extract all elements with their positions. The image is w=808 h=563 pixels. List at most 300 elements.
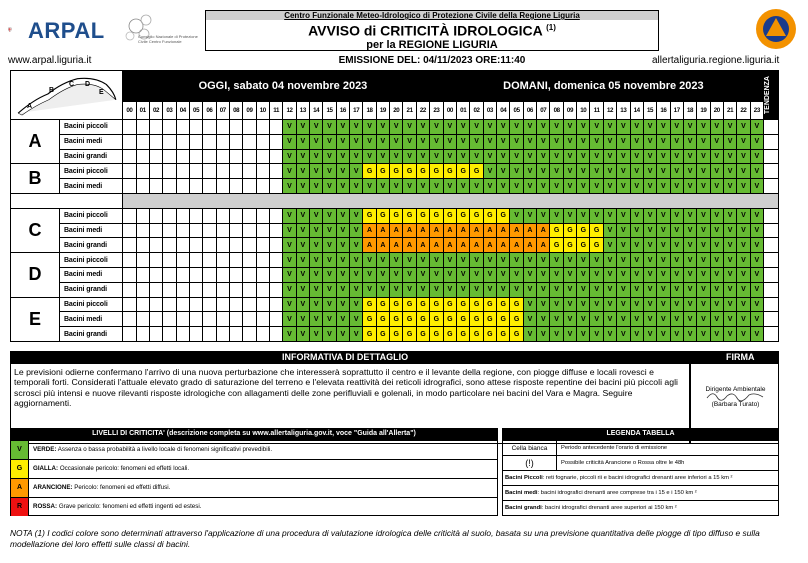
criticality-cell: V [697, 134, 710, 149]
criticality-cell: V [750, 282, 763, 297]
basin-label: Bacini piccoli [59, 208, 122, 223]
criticality-cell [189, 179, 202, 194]
criticality-cell [123, 327, 136, 342]
criticality-cell: V [617, 179, 630, 194]
table-row [11, 134, 779, 149]
criticality-cell: V [577, 208, 590, 223]
criticality-cell [216, 312, 229, 327]
criticality-cell: V [483, 253, 496, 268]
level-swatch: R [11, 498, 29, 516]
criticality-cell: V [537, 149, 550, 164]
criticality-cell: V [550, 134, 563, 149]
criticality-cell: V [590, 149, 603, 164]
zone-label: A [11, 120, 60, 164]
basin-label: Bacini medi [59, 267, 122, 282]
info-header [10, 351, 779, 364]
criticality-cell: G [390, 327, 403, 342]
map-zone-E: E [99, 89, 104, 96]
criticality-cell: V [710, 327, 723, 342]
table-row [11, 327, 779, 342]
criticality-cell: V [310, 267, 323, 282]
criticality-cell: V [323, 267, 336, 282]
hour-header: 15 [643, 102, 656, 120]
criticality-cell: V [617, 164, 630, 179]
criticality-cell: V [457, 120, 470, 135]
criticality-cell: V [710, 179, 723, 194]
criticality-cell [163, 208, 176, 223]
criticality-cell: V [697, 223, 710, 238]
criticality-cell [269, 238, 282, 253]
trend-header [764, 71, 779, 120]
criticality-cell: V [537, 164, 550, 179]
criticality-cell [256, 179, 269, 194]
criticality-cell: G [416, 164, 429, 179]
criticality-cell: V [523, 282, 536, 297]
hour-header: 20 [710, 102, 723, 120]
criticality-cell [176, 282, 189, 297]
criticality-cell: V [737, 223, 750, 238]
level-desc: Pericolo: fenomeni ed effetti diffusi. [74, 484, 171, 491]
criticality-cell: G [390, 164, 403, 179]
criticality-cell: V [470, 149, 483, 164]
title-box [205, 10, 659, 51]
day-tomorrow-header: DOMANI, domenica 05 novembre 2023 [443, 71, 763, 102]
criticality-cell: V [310, 134, 323, 149]
criticality-cell [123, 282, 136, 297]
criticality-cell: A [523, 223, 536, 238]
criticality-cell: V [376, 267, 389, 282]
criticality-cell: V [737, 179, 750, 194]
criticality-cell: V [416, 179, 429, 194]
criticality-cell: V [296, 164, 309, 179]
hour-header: 22 [416, 102, 429, 120]
criticality-cell: V [697, 238, 710, 253]
criticality-cell: A [403, 238, 416, 253]
criticality-cell: V [630, 120, 643, 135]
criticality-cell: V [390, 267, 403, 282]
criticality-cell: G [457, 208, 470, 223]
criticality-cell: V [283, 282, 296, 297]
criticality-cell: G [470, 208, 483, 223]
criticality-cell: V [323, 179, 336, 194]
criticality-cell: A [376, 238, 389, 253]
criticality-cell: V [470, 134, 483, 149]
criticality-cell: V [510, 134, 523, 149]
criticality-cell: V [657, 297, 670, 312]
criticality-cell: V [563, 267, 576, 282]
criticality-cell: V [350, 208, 363, 223]
criticality-cell: V [523, 179, 536, 194]
allerta-website-link[interactable]: allertaliguria.regione.liguria.it [652, 55, 780, 66]
criticality-cell: V [350, 223, 363, 238]
criticality-cell: G [403, 164, 416, 179]
criticality-cell [243, 120, 256, 135]
criticality-cell: V [416, 282, 429, 297]
hour-header: 20 [390, 102, 403, 120]
criticality-cell: V [737, 238, 750, 253]
criticality-cell: G [577, 238, 590, 253]
arpal-website-link[interactable]: www.arpal.liguria.it [8, 55, 92, 66]
criticality-cell: V [497, 120, 510, 135]
criticality-cell: V [283, 134, 296, 149]
signer-role: Dirigente Ambientale [705, 386, 766, 393]
criticality-cell: V [577, 267, 590, 282]
criticality-cell: V [630, 179, 643, 194]
criticality-cell: A [430, 238, 444, 253]
civil-protection-logo-icon [755, 8, 797, 50]
criticality-cell: G [376, 327, 389, 342]
criticality-cell: V [657, 327, 670, 342]
criticality-cell: V [523, 297, 536, 312]
criticality-cell: V [683, 208, 696, 223]
criticality-cell: V [697, 253, 710, 268]
criticality-cell: V [363, 120, 376, 135]
criticality-cell: A [390, 238, 403, 253]
criticality-cell: V [296, 134, 309, 149]
criticality-cell: V [336, 238, 349, 253]
criticality-cell: V [283, 327, 296, 342]
criticality-cell: V [683, 297, 696, 312]
hour-header: 14 [310, 102, 323, 120]
criticality-cell: V [723, 327, 736, 342]
page-title [206, 20, 658, 39]
criticality-cell: V [710, 267, 723, 282]
criticality-cell: V [710, 208, 723, 223]
zone-label: B [11, 164, 60, 194]
criticality-cell: V [510, 164, 523, 179]
criticality-cell [243, 297, 256, 312]
legend-white-key: Cella bianca [503, 441, 557, 455]
criticality-cell [163, 297, 176, 312]
criticality-cell: V [497, 282, 510, 297]
hour-header: 17 [350, 102, 363, 120]
criticality-cell: V [470, 282, 483, 297]
level-swatch: A [11, 479, 29, 497]
criticality-cell: V [443, 253, 456, 268]
criticality-cell: V [323, 120, 336, 135]
map-zone-C: C [69, 81, 75, 88]
criticality-cell: V [723, 179, 736, 194]
criticality-cell [243, 149, 256, 164]
criticality-cell: V [577, 312, 590, 327]
legend-heading: LEGENDA TABELLA [502, 428, 779, 440]
trend-cell [764, 208, 779, 223]
criticality-cell: V [350, 164, 363, 179]
criticality-cell [243, 179, 256, 194]
criticality-cell [189, 149, 202, 164]
criticality-cell [123, 134, 136, 149]
criticality-cell: V [483, 164, 496, 179]
hour-header: 07 [216, 102, 229, 120]
criticality-cell [136, 179, 149, 194]
criticality-cell: G [443, 297, 456, 312]
basin-label: Bacini grandi [59, 282, 122, 297]
criticality-cell: V [603, 149, 616, 164]
criticality-cell: V [283, 297, 296, 312]
hour-header: 11 [269, 102, 282, 120]
hour-header: 02 [470, 102, 483, 120]
criticality-cell: G [457, 164, 470, 179]
criticality-cell [123, 149, 136, 164]
criticality-cell: V [310, 253, 323, 268]
criticality-cell [136, 164, 149, 179]
criticality-cell: V [750, 164, 763, 179]
criticality-cell: V [457, 134, 470, 149]
hour-header: 04 [176, 102, 189, 120]
criticality-cell [256, 312, 269, 327]
info-heading: INFORMATIVA DI DETTAGLIO [282, 352, 409, 362]
criticality-cell: V [670, 164, 683, 179]
level-text [33, 479, 170, 497]
criticality-cell [216, 282, 229, 297]
criticality-cell [123, 312, 136, 327]
criticality-cell: V [416, 134, 429, 149]
criticality-cell [149, 208, 162, 223]
criticality-cell: V [683, 238, 696, 253]
seal-caption: Consiglio Nazionale di Protezione Civile Centro Funzionale [138, 34, 198, 44]
criticality-cell: V [670, 238, 683, 253]
criticality-cell: V [323, 149, 336, 164]
hour-header: 09 [243, 102, 256, 120]
criticality-cell: A [457, 223, 470, 238]
criticality-cell: V [563, 282, 576, 297]
criticality-cell: V [470, 267, 483, 282]
hour-header: 08 [229, 102, 242, 120]
criticality-cell [189, 120, 202, 135]
criticality-cell: V [296, 149, 309, 164]
criticality-cell: V [643, 253, 656, 268]
criticality-cell: G [457, 327, 470, 342]
criticality-cell: V [577, 297, 590, 312]
criticality-cell: V [617, 253, 630, 268]
criticality-cell: V [537, 297, 550, 312]
criticality-cell: V [550, 253, 563, 268]
liguria-map-icon [13, 71, 121, 117]
criticality-cell: V [630, 238, 643, 253]
criticality-cell [243, 312, 256, 327]
criticality-cell: V [510, 208, 523, 223]
legend-large-key: Bacini grandi [505, 505, 542, 511]
hour-header: 08 [550, 102, 563, 120]
criticality-cell: A [416, 223, 429, 238]
criticality-cell [256, 208, 269, 223]
criticality-cell: A [363, 223, 376, 238]
criticality-cell [136, 149, 149, 164]
criticality-cell: G [563, 223, 576, 238]
criticality-cell: V [550, 179, 563, 194]
criticality-cell: V [550, 120, 563, 135]
criticality-cell [203, 208, 216, 223]
criticality-cell [136, 120, 149, 135]
criticality-cell [136, 238, 149, 253]
levels-heading: LIVELLI DI CRITICITA' (descrizione completa su www.allertaliguria.gov.it, voce "Guida all'Allerta") [10, 428, 498, 440]
criticality-cell [229, 297, 242, 312]
criticality-cell: A [537, 223, 550, 238]
criticality-cell [189, 282, 202, 297]
criticality-cell: V [750, 134, 763, 149]
criticality-cell: G [363, 297, 376, 312]
criticality-cell: V [483, 120, 496, 135]
criticality-cell: V [603, 297, 616, 312]
criticality-cell: G [497, 312, 510, 327]
criticality-cell: V [643, 327, 656, 342]
trend-label: TENDENZA [764, 75, 772, 115]
criticality-cell [176, 253, 189, 268]
criticality-cell: V [723, 164, 736, 179]
criticality-cell: V [310, 238, 323, 253]
trend-cell [764, 134, 779, 149]
criticality-cell [256, 297, 269, 312]
criticality-cell [149, 267, 162, 282]
criticality-cell: V [550, 208, 563, 223]
level-desc: Occasionale pericolo: fenomeni ed effetti locali. [59, 465, 190, 472]
sign-heading: FIRMA [726, 352, 755, 362]
criticality-cell: V [723, 223, 736, 238]
criticality-cell: V [497, 134, 510, 149]
criticality-cell: V [697, 164, 710, 179]
criticality-cell: V [723, 282, 736, 297]
criticality-cell: G [443, 312, 456, 327]
criticality-cell [243, 208, 256, 223]
level-swatch: V [11, 441, 29, 459]
criticality-cell [189, 312, 202, 327]
criticality-cell: V [750, 267, 763, 282]
criticality-cell: V [403, 149, 416, 164]
criticality-cell: V [443, 282, 456, 297]
criticality-cell: G [497, 327, 510, 342]
criticality-cell: V [737, 327, 750, 342]
criticality-cell: V [630, 223, 643, 238]
criticality-cell: V [603, 223, 616, 238]
criticality-cell [163, 223, 176, 238]
criticality-cell: V [683, 267, 696, 282]
criticality-cell: V [697, 297, 710, 312]
criticality-cell: G [550, 223, 563, 238]
criticality-cell: V [657, 223, 670, 238]
criticality-cell [163, 253, 176, 268]
table-row [11, 179, 779, 194]
criticality-cell: V [603, 312, 616, 327]
hour-header: 11 [590, 102, 603, 120]
criticality-cell: V [350, 282, 363, 297]
info-text: Le previsioni odierne confermano l'arrivo di una nuova perturbazione che interesserà soprattutto il centro e il levante della regione, con piogge diffuse e locali rovesci e temporali forti. Considerati l'attuale elevato grado di saturazione del terreno e l'elevata reattività dei reticoli idrografici, sono attese risposte repentine dei bacini più piccoli agli scrosci più intensi e nuove rilevanti risposte idrologiche con allagamenti delle zone perifluviali e golenali, in modo particolare nei bacini del Vara e Magra. Seguire aggiornamenti. [10, 364, 690, 444]
criticality-cell: A [376, 223, 389, 238]
criticality-cell: V [603, 208, 616, 223]
criticality-cell: V [350, 327, 363, 342]
criticality-cell: A [457, 238, 470, 253]
criticality-cell [203, 238, 216, 253]
criticality-cell [256, 134, 269, 149]
criticality-cell [163, 238, 176, 253]
criticality-cell: V [710, 149, 723, 164]
criticality-cell: V [523, 312, 536, 327]
criticality-cell: V [323, 253, 336, 268]
criticality-cell: V [603, 282, 616, 297]
level-name: ARANCIONE: [33, 484, 73, 491]
criticality-cell: V [296, 282, 309, 297]
criticality-cell [269, 312, 282, 327]
legend-large-desc: : bacini idrografici drenanti aree superiori ai 150 km ² [541, 505, 677, 511]
criticality-cell: V [617, 312, 630, 327]
criticality-cell: G [470, 327, 483, 342]
criticality-cell: V [523, 253, 536, 268]
criticality-cell [189, 134, 202, 149]
criticality-cell: V [497, 267, 510, 282]
criticality-cell [256, 327, 269, 342]
criticality-cell: V [657, 134, 670, 149]
criticality-cell: V [283, 267, 296, 282]
protection-seal-icon [118, 10, 190, 56]
levels-list [10, 440, 498, 516]
criticality-cell: V [550, 282, 563, 297]
criticality-cell: V [430, 120, 444, 135]
criticality-cell: V [283, 253, 296, 268]
criticality-cell: V [350, 312, 363, 327]
criticality-cell [243, 327, 256, 342]
criticality-cell: V [510, 282, 523, 297]
hour-header: 06 [523, 102, 536, 120]
criticality-cell [176, 149, 189, 164]
criticality-cell: V [483, 134, 496, 149]
criticality-cell: V [617, 238, 630, 253]
basin-label: Bacini piccoli [59, 253, 122, 268]
criticality-cell [216, 179, 229, 194]
criticality-cell: V [376, 134, 389, 149]
basin-label: Bacini medi [59, 312, 122, 327]
trend-cell [764, 120, 779, 135]
criticality-cell: V [457, 282, 470, 297]
criticality-cell: V [403, 120, 416, 135]
criticality-cell [176, 267, 189, 282]
criticality-cell [203, 297, 216, 312]
criticality-cell: V [603, 134, 616, 149]
criticality-cell: V [430, 253, 444, 268]
criticality-cell: V [430, 134, 444, 149]
basin-label: Bacini grandi [59, 238, 122, 253]
criticality-cell [176, 223, 189, 238]
criticality-cell [216, 297, 229, 312]
criticality-cell [136, 223, 149, 238]
criticality-cell: V [376, 179, 389, 194]
criticality-cell: V [336, 179, 349, 194]
criticality-cell: V [563, 208, 576, 223]
criticality-cell: V [310, 120, 323, 135]
criticality-cell: V [350, 297, 363, 312]
level-name: ROSSA: [33, 503, 58, 510]
criticality-cell: G [483, 327, 496, 342]
criticality-cell: V [617, 282, 630, 297]
criticality-cell: V [670, 149, 683, 164]
criticality-cell: V [643, 312, 656, 327]
criticality-cell: V [323, 312, 336, 327]
criticality-cell: V [657, 267, 670, 282]
criticality-cell [163, 312, 176, 327]
criticality-cell: V [617, 327, 630, 342]
criticality-cell: G [563, 238, 576, 253]
criticality-cell: V [563, 327, 576, 342]
criticality-cell [123, 164, 136, 179]
criticality-cell: V [750, 208, 763, 223]
criticality-cell: G [416, 208, 429, 223]
criticality-cell: V [670, 134, 683, 149]
criticality-cell: V [590, 297, 603, 312]
level-name: GIALLA: [33, 465, 59, 472]
criticality-cell: V [590, 208, 603, 223]
criticality-cell: V [670, 253, 683, 268]
criticality-cell [203, 267, 216, 282]
criticality-cell: V [310, 164, 323, 179]
criticality-cell [149, 179, 162, 194]
